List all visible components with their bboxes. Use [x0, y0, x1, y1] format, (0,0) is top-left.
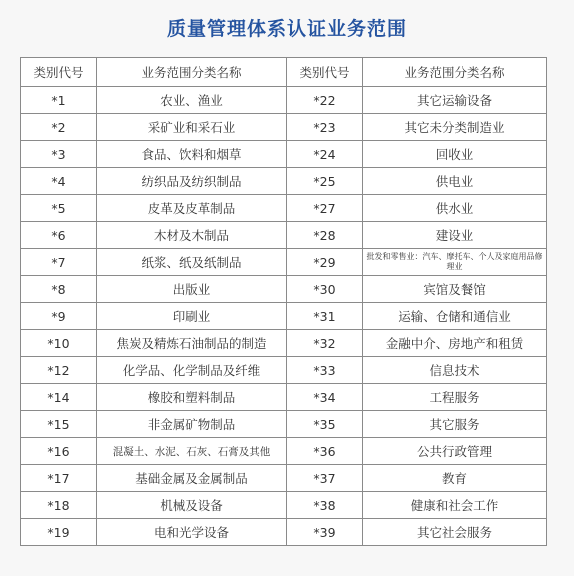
- table-row: [21, 411, 547, 438]
- cell-code-left: *9: [21, 303, 97, 330]
- cell-name-left: 印刷业: [97, 303, 287, 330]
- table-row: [21, 141, 547, 168]
- cell-name-right: 金融中介、房地产和租赁: [363, 330, 547, 357]
- cell-name-left: 农业、渔业: [97, 87, 287, 114]
- cell-name-left: 木材及木制品: [97, 222, 287, 249]
- cell-code-right: *36: [287, 438, 363, 465]
- table-row: [21, 384, 547, 411]
- table-row: [21, 114, 547, 141]
- cell-code-left: *17: [21, 465, 97, 492]
- cell-code-left: *2: [21, 114, 97, 141]
- cell-code-left: *3: [21, 141, 97, 168]
- cell-name-left: 采矿业和采石业: [97, 114, 287, 141]
- cell-name-left: 纺织品及纺织制品: [97, 168, 287, 195]
- cell-name-right: 运输、仓储和通信业: [363, 303, 547, 330]
- cell-code-right: *30: [287, 276, 363, 303]
- cell-code-left: *14: [21, 384, 97, 411]
- cell-name-right: 工程服务: [363, 384, 547, 411]
- cell-name-right: 建设业: [363, 222, 547, 249]
- cell-code-right: *28: [287, 222, 363, 249]
- cell-code-left: *8: [21, 276, 97, 303]
- cell-code-right: *39: [287, 519, 363, 546]
- table-row: [21, 249, 547, 276]
- cell-code-left: *10: [21, 330, 97, 357]
- cell-code-left: *12: [21, 357, 97, 384]
- cell-code-right: *22: [287, 87, 363, 114]
- cell-name-left: 焦炭及精炼石油制品的制造: [97, 330, 287, 357]
- cell-name-right: 回收业: [363, 141, 547, 168]
- cell-code-left: *6: [21, 222, 97, 249]
- cell-code-left: *16: [21, 438, 97, 465]
- cell-name-left: 化学品、化学制品及纤维: [97, 357, 287, 384]
- cell-name-right: 信息技术: [363, 357, 547, 384]
- cell-name-left: 皮革及皮革制品: [97, 195, 287, 222]
- cell-name-left: 混凝土、水泥、石灰、石膏及其他: [97, 438, 287, 465]
- cell-code-right: *34: [287, 384, 363, 411]
- cell-name-right: 其它服务: [363, 411, 547, 438]
- cell-name-left: 纸浆、纸及纸制品: [97, 249, 287, 276]
- cell-code-right: *25: [287, 168, 363, 195]
- table-row: [21, 330, 547, 357]
- cell-code-left: *19: [21, 519, 97, 546]
- cell-code-left: *15: [21, 411, 97, 438]
- header-name-right: 业务范围分类名称: [363, 58, 547, 87]
- table-body: [21, 87, 547, 546]
- header-code-right: 类别代号: [287, 58, 363, 87]
- table-row: [21, 87, 547, 114]
- cell-name-right: 其它未分类制造业: [363, 114, 547, 141]
- cell-name-right: 公共行政管理: [363, 438, 547, 465]
- scope-table: [20, 57, 547, 546]
- cell-name-right: 供电业: [363, 168, 547, 195]
- cell-name-left: 机械及设备: [97, 492, 287, 519]
- cell-code-right: *32: [287, 330, 363, 357]
- cell-name-left: 出版业: [97, 276, 287, 303]
- cell-name-left: 食品、饮料和烟草: [97, 141, 287, 168]
- cell-code-right: *37: [287, 465, 363, 492]
- cell-code-right: *23: [287, 114, 363, 141]
- table-row: [21, 357, 547, 384]
- cell-name-right: 批发和零售业：汽车、摩托车、个人及家庭用品修理业: [363, 249, 547, 276]
- cell-name-right: 教育: [363, 465, 547, 492]
- table-row: [21, 276, 547, 303]
- cell-name-right: 其它社会服务: [363, 519, 547, 546]
- cell-name-left: 非金属矿物制品: [97, 411, 287, 438]
- cell-code-left: *1: [21, 87, 97, 114]
- cell-code-left: *18: [21, 492, 97, 519]
- page-title: 质量管理体系认证业务范围: [166, 18, 407, 40]
- table-row: [21, 222, 547, 249]
- cell-code-right: *31: [287, 303, 363, 330]
- cell-code-right: *27: [287, 195, 363, 222]
- table-row: [21, 168, 547, 195]
- cell-name-right: 健康和社会工作: [363, 492, 547, 519]
- table-row: [21, 303, 547, 330]
- cell-code-right: *29: [287, 249, 363, 276]
- table-row: [21, 465, 547, 492]
- cell-name-right: 其它运输设备: [363, 87, 547, 114]
- cell-code-left: *5: [21, 195, 97, 222]
- table-row: [21, 438, 547, 465]
- cell-code-right: *38: [287, 492, 363, 519]
- cell-code-right: *24: [287, 141, 363, 168]
- cell-name-left: 橡胶和塑料制品: [97, 384, 287, 411]
- table-row: [21, 492, 547, 519]
- cell-name-left: 基础金属及金属制品: [97, 465, 287, 492]
- header-code-left: 类别代号: [21, 58, 97, 87]
- cell-code-right: *33: [287, 357, 363, 384]
- table-row: [21, 519, 547, 546]
- cell-code-left: *7: [21, 249, 97, 276]
- header-name-left: 业务范围分类名称: [97, 58, 287, 87]
- cell-code-right: *35: [287, 411, 363, 438]
- cell-code-left: *4: [21, 168, 97, 195]
- cell-name-right: 宾馆及餐馆: [363, 276, 547, 303]
- table-header-row: [21, 58, 547, 87]
- cell-name-right: 供水业: [363, 195, 547, 222]
- table-row: [21, 195, 547, 222]
- cell-name-left: 电和光学设备: [97, 519, 287, 546]
